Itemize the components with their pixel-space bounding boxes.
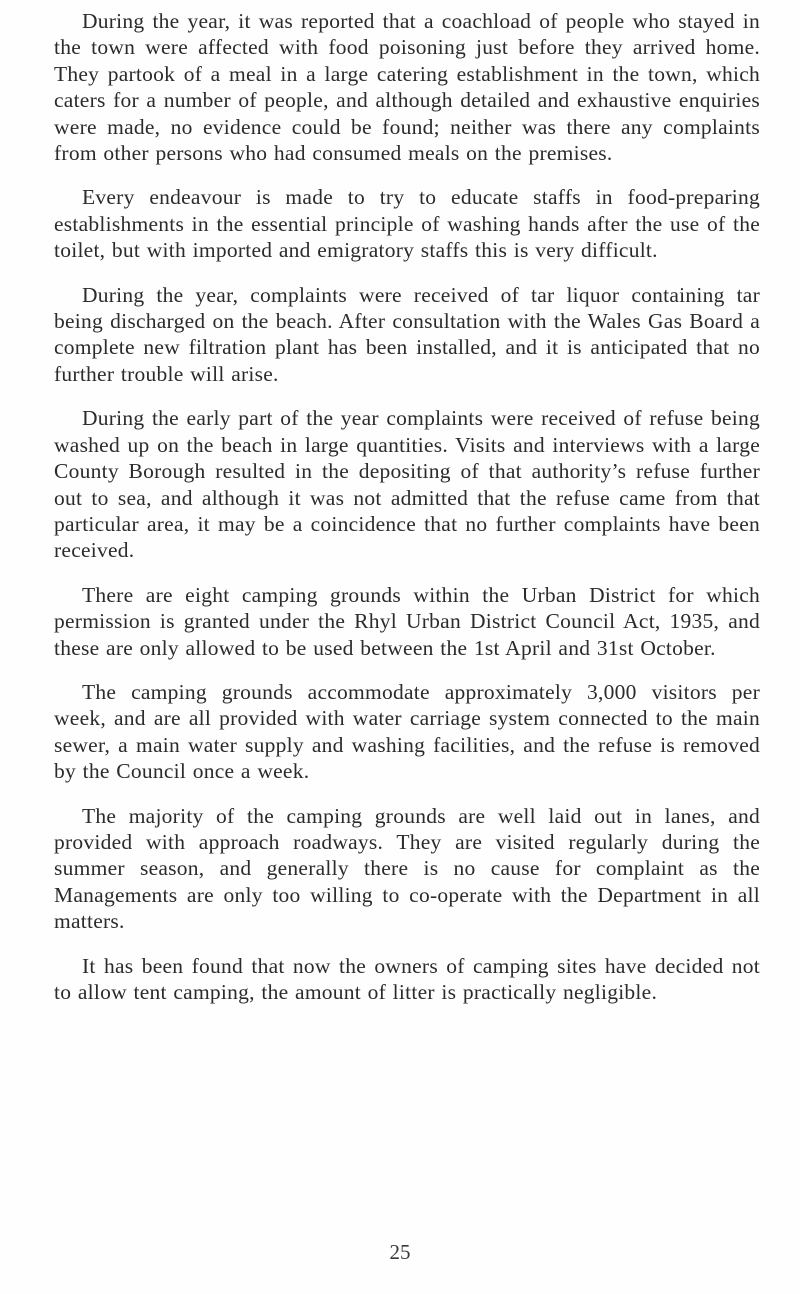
- paragraph-staff-hygiene: Every endeavour is made to try to educate staffs in food-preparing establishments in the essential principle of washing hands after the use of the toilet, but with imported and emigratory staffs this is very difficult.: [54, 185, 760, 263]
- page-number: 25: [389, 1240, 411, 1264]
- paragraph-litter: It has been found that now the owners of camping sites have decided not to allow tent camping, the amount of litter is practically negligible.: [54, 953, 760, 1004]
- paragraph-tar-liquor: During the year, complaints were received of tar liquor containing tar being discharged on the beach. After consultation with the Wales Gas Board a complete new filtration plant has been installed, and it is anticipated that no further trouble will arise.: [54, 282, 760, 386]
- paragraph-camping-capacity: The camping grounds accommodate approximately 3,000 visitors per week, and are all provided with water carriage system connected to the main sewer, a main water supply and washing facilities, and the refuse is removed by the Council once a week.: [54, 679, 760, 784]
- body-text: [54, 8, 760, 1023]
- paragraph-camping-layout: The majority of the camping grounds are well laid out in lanes, and provided with approach roadways. They are visited regularly during the summer season, and generally there is no cause for complaint as the Managements are only too willing to co-operate with the Department in all matters.: [54, 803, 760, 934]
- paragraph-refuse-beach: During the early part of the year complaints were received of refuse being washed up on the beach in large quantities. Visits and interviews with a large County Borough resulted in the depositing of that authority’s refuse further out to sea, and although it was not admitted that the refuse came from that particular area, it may be a coincidence that no further complaints have been received.: [54, 406, 760, 563]
- paragraph-food-poisoning: During the year, it was reported that a coachload of people who stayed in the town were affected with food poisoning just before they arrived home. They partook of a meal in a large catering establishment in the town, which caters for a number of people, and although detailed and exhaustive enquiries were made, no evidence could be found; neither was there any complaints from other persons who had consumed meals on the premises.: [54, 9, 760, 166]
- paragraph-camping-grounds: There are eight camping grounds within the Urban District for which permission is granted under the Rhyl Urban District Council Act, 1935, and these are only allowed to be used between the 1st April and 31st October.: [54, 582, 760, 660]
